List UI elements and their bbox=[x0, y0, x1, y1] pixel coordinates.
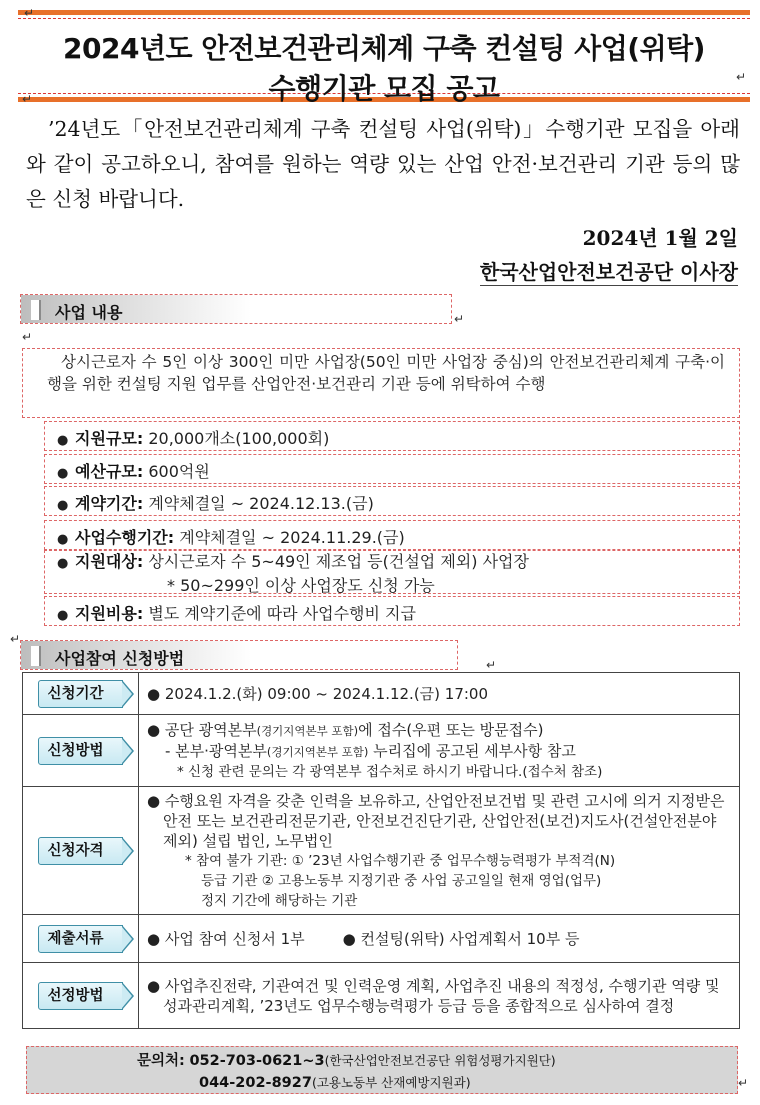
item-note: * 50~299인 이상 사업장도 신청 가능 bbox=[167, 576, 435, 595]
method-line1a: 공단 광역본부 bbox=[164, 720, 257, 739]
return-mark: ↵ bbox=[24, 6, 35, 20]
item-value: 20,000개소(100,000회) bbox=[148, 429, 330, 448]
selection-text: 사업추진전략, 기관여건 및 인력운영 계획, 사업추진 내용의 적정성, 수행기관 역량 및 성과관리계획, ’23년도 업무수행능력평가 등급 등을 종합적으로 심사하여 결정 bbox=[163, 976, 720, 1015]
label-selection: 선정방법 bbox=[38, 982, 122, 1010]
contact-phone-2: 044-202-8927 bbox=[199, 1075, 312, 1091]
contact-box bbox=[26, 1046, 738, 1094]
business-description: 상시근로자 수 5인 이상 300인 미만 사업장(50인 미만 사업장 중심)의 안전보건관리체계 구축·이행을 위한 컨설팅 지원 업무를 산업안전·보건관리 기관 등에 위탁하여 수행 bbox=[22, 348, 740, 418]
item-label: 계약기간: bbox=[75, 494, 144, 513]
label-application-method: 신청방법 bbox=[38, 737, 122, 765]
method-line2a: - 본부·광역본부 bbox=[165, 741, 267, 760]
list-item-target bbox=[44, 550, 740, 594]
contact-label: 문의처: bbox=[137, 1053, 185, 1069]
item-value: 계약체결일 ~ 2024.12.13.(금) bbox=[148, 494, 374, 513]
page-title: 2024년도 안전보건관리체계 구축 컨설팅 사업(위탁) bbox=[63, 32, 705, 65]
section-heading-application bbox=[20, 640, 458, 670]
table-row: 선정방법 ● 사업추진전략, 기관여건 및 인력운영 계획, 사업추진 내용의 적정성, 수행기관 역량 및 성과관리계획, ’23년도 업무수행능력평가 등급 등을 종합적으로 심사하여 결정 bbox=[23, 963, 740, 1029]
contact-org-2: (고용노동부 산재예방지원과) bbox=[311, 1075, 471, 1090]
section-title: 사업 내용 bbox=[55, 303, 123, 322]
contact-org-1: (한국산업안전보건공단 위험성평가지원단) bbox=[324, 1053, 556, 1068]
item-label: 지원대상: bbox=[75, 552, 144, 571]
method-line2b: 누리집에 공고된 세부사항 참고 bbox=[368, 741, 576, 760]
section-marker bbox=[31, 646, 41, 666]
bullet-icon: ● bbox=[57, 498, 69, 513]
bullet-icon: ● bbox=[57, 608, 69, 623]
documents-item-1: 사업 참여 신청서 1부 bbox=[164, 929, 305, 948]
eligibility-note-3: 정지 기간에 해당하는 기관 bbox=[201, 892, 358, 909]
item-label: 지원비용: bbox=[75, 604, 144, 623]
section-marker bbox=[31, 300, 41, 320]
list-item-cost bbox=[44, 596, 740, 626]
bullet-icon: ● bbox=[57, 433, 69, 448]
intro-paragraph: ’24년도「안전보건관리체계 구축 컨설팅 사업(위탁)」수행기관 모집을 아래와 같이 공고하오니, 참여를 원하는 역량 있는 산업 안전·보건관리 기관 등의 많은 신청 바랍니다. bbox=[26, 117, 740, 211]
title-box bbox=[18, 10, 750, 105]
item-label: 예산규모: bbox=[75, 462, 144, 481]
contact-phone-1: 052-703-0621~3 bbox=[189, 1053, 325, 1069]
documents-item-2: 컨설팅(위탁) 사업계획서 10부 등 bbox=[360, 929, 580, 948]
method-line1b: 에 접수(우편 또는 방문접수) bbox=[358, 720, 544, 739]
label-eligibility: 신청자격 bbox=[38, 837, 122, 865]
item-label: 지원규모: bbox=[75, 429, 144, 448]
table-row: 신청방법 ● 공단 광역본부(경기지역본부 포함)에 접수(우편 또는 방문접수) - 본부·광역본부(경기지역본부 포함) 누리집에 공고된 세부사항 참고 * 신청 관련 문의는 각 광역본부 접수처로 하시기 바랍니다.(접수처 참조) bbox=[23, 715, 740, 787]
return-mark: ↵ bbox=[22, 330, 33, 344]
eligibility-text: 수행요원 자격을 갖춘 인력을 보유하고, 산업안전보건법 및 관련 고시에 의거 지정받은 안전 또는 보건관리전문기관, 안전보건진단기관, 산업안전(보건)지도사(건설안전분야 제외) 설립 법인, 노무법인 bbox=[163, 791, 725, 850]
eligibility-note-2: 등급 기관 ② 고용노동부 지정기관 중 사업 공고일일 현재 영업(업무) bbox=[201, 872, 602, 889]
return-mark: ↵ bbox=[738, 1076, 749, 1090]
label-documents: 제출서류 bbox=[38, 925, 122, 953]
page-subtitle: 수행기관 모집 공고 bbox=[268, 72, 500, 105]
list-item-support-scale bbox=[44, 421, 740, 451]
bullet-icon: ● bbox=[57, 556, 69, 571]
return-mark: ↵ bbox=[22, 92, 33, 106]
method-note: * 신청 관련 문의는 각 광역본부 접수처로 하시기 바랍니다.(접수처 참조) bbox=[177, 763, 603, 780]
application-period-text: 2024.1.2.(화) 09:00 ~ 2024.1.12.(금) 17:00 bbox=[164, 684, 489, 703]
application-table bbox=[22, 672, 740, 1029]
announcement-date: 2024년 1월 2일 bbox=[582, 226, 738, 250]
item-value: 별도 계약기준에 따라 사업수행비 지급 bbox=[148, 604, 416, 623]
eligibility-note-1: * 참여 불가 기관: ① ’23년 사업수행기관 중 업무수행능력평가 부적격(N) bbox=[185, 852, 616, 869]
table-row: 신청기간 ● 2024.1.2.(화) 09:00 ~ 2024.1.12.(금) 17:00 bbox=[23, 673, 740, 715]
method-line2-small: (경기지역본부 포함) bbox=[266, 744, 369, 759]
return-mark: ↵ bbox=[454, 312, 465, 326]
return-mark: ↵ bbox=[10, 632, 21, 646]
item-value: 상시근로자 수 5~49인 제조업 등(건설업 제외) 사업장 bbox=[148, 552, 529, 571]
table-row: 제출서류 ● 사업 참여 신청서 1부 ● 컨설팅(위탁) 사업계획서 10부 등 bbox=[23, 915, 740, 963]
list-item-execution-period bbox=[44, 520, 740, 550]
issuer-name: 한국산업안전보건공단 이사장 bbox=[480, 256, 738, 286]
item-value: 계약체결일 ~ 2024.11.29.(금) bbox=[179, 528, 405, 547]
table-row: 신청자격 ● 수행요원 자격을 갖춘 인력을 보유하고, 산업안전보건법 및 관련 고시에 의거 지정받은 안전 또는 보건관리전문기관, 안전보건진단기관, 산업안전(보건)지도사(건설안전분야 제외) 설립 법인, 노무법인 * 참여 불가 기관: ① ’23년 사업수행기관 중 업무수행능력평가 부적격(N) 등급 기관 ② 고용노동부 지정기관 중 사업 공고일일 현재 영업(업무) 정지 기간에 해당하는 기관 bbox=[23, 787, 740, 915]
label-application-period: 신청기간 bbox=[38, 680, 122, 708]
item-label: 사업수행기간: bbox=[75, 528, 175, 547]
bullet-icon: ● bbox=[57, 532, 69, 547]
section-title: 사업참여 신청방법 bbox=[55, 649, 185, 668]
method-line1-small: (경기지역본부 포함) bbox=[256, 723, 359, 738]
return-mark: ↵ bbox=[486, 658, 497, 672]
item-value: 600억원 bbox=[148, 462, 210, 481]
list-item-budget bbox=[44, 454, 740, 484]
return-mark: ↵ bbox=[736, 70, 747, 84]
bullet-icon: ● bbox=[57, 466, 69, 481]
section-heading-business bbox=[20, 294, 452, 324]
list-item-contract-period bbox=[44, 486, 740, 516]
